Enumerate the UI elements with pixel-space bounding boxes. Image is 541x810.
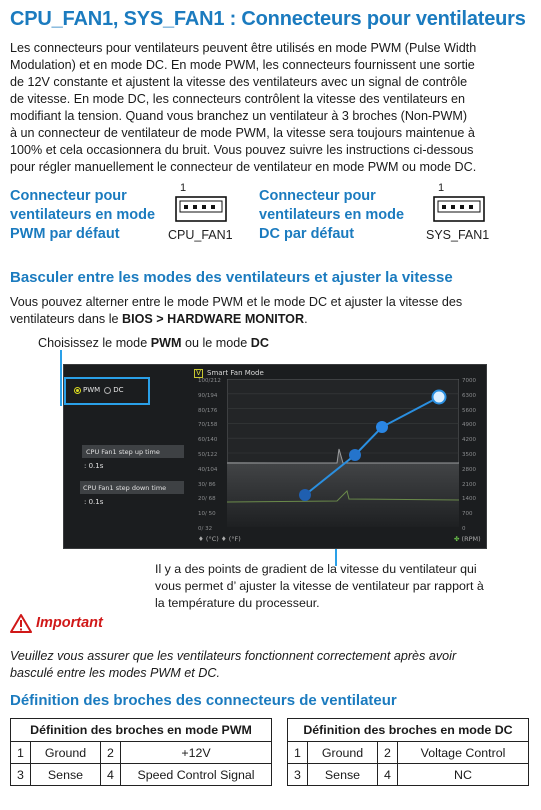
connector-label-line: ventilateurs en mode xyxy=(259,207,405,223)
pin-signal: Sense xyxy=(308,764,378,786)
switch-mode-heading: Basculer entre les modes des ventilateurs et ajuster la vitesse xyxy=(10,269,453,286)
intro-line: 100% et cela occasionnera du bruit. Vous pouvez suivre les instructions ci-dessous xyxy=(10,143,474,157)
switch-mode-line xyxy=(10,311,533,328)
scale-tick-label: 100/212 xyxy=(198,378,221,384)
connector-label-line: Connecteur pour xyxy=(259,188,376,204)
scale-tick-label: 80/176 xyxy=(198,407,218,414)
dc-connector-label xyxy=(259,187,404,244)
intro-line: de vitesse. En mode DC, les connecteurs contrôlent la vitesse des ventilateurs en xyxy=(10,92,466,106)
dc-option-label: DC xyxy=(113,386,124,394)
scale-tick-label: 1400 xyxy=(462,496,476,503)
thermometer-icon: ♦ xyxy=(220,535,227,543)
scale-tick-label: 4900 xyxy=(462,422,476,429)
fahrenheit-label: (°F) xyxy=(228,535,241,543)
pin-number: 2 xyxy=(101,742,121,764)
scale-tick-label: 2800 xyxy=(462,466,476,473)
step-down-time-value: : 0.1s xyxy=(84,498,104,506)
intro-line: Les connecteurs pour ventilateurs peuvent être utilisés en mode PWM (Pulse Width xyxy=(10,41,477,55)
pin-signal: Sense xyxy=(31,764,101,786)
pin-one-marker: 1 xyxy=(438,182,445,194)
scale-tick-label: 6300 xyxy=(462,392,476,399)
important-label: Important xyxy=(36,615,103,631)
pin-number: 1 xyxy=(11,742,31,764)
intro-line: Modulation) et en mode DC. En mode PWM, les connecteurs fournissent une sortie xyxy=(10,58,475,72)
dc-word: DC xyxy=(250,336,269,350)
pin-one-marker: 1 xyxy=(180,182,187,194)
scale-tick-label: 30/ 86 xyxy=(198,481,216,488)
connector-label-line: Connecteur pour xyxy=(10,188,127,204)
step-down-time-field[interactable]: CPU Fan1 step down time xyxy=(80,481,184,494)
rpm-scale xyxy=(462,378,487,541)
rpm-unit xyxy=(454,535,481,543)
pin-signal: NC xyxy=(398,764,529,786)
intro-line: de 12V constante et ajustent la vitesse des ventilateurs avec un signal de contrôle xyxy=(10,75,468,89)
bios-path: BIOS > HARDWARE MONITOR xyxy=(122,312,305,326)
smart-fan-mode-label: Smart Fan Mode xyxy=(207,369,264,377)
pwm-word: PWM xyxy=(150,336,182,350)
pin-number: 2 xyxy=(378,742,398,764)
rpm-unit-label: (RPM) xyxy=(461,535,481,543)
smart-fan-checkbox[interactable] xyxy=(194,369,203,378)
warning-icon xyxy=(10,613,32,633)
connector-label-line: ventilateurs en mode xyxy=(10,207,156,223)
fan-connector-icon xyxy=(433,196,485,222)
text-fragment: ou le mode xyxy=(181,336,251,350)
scale-tick-label: 50/122 xyxy=(198,451,218,458)
connector-label-line: PWM par défaut xyxy=(10,226,120,242)
page-title: CPU_FAN1, SYS_FAN1 : Connecteurs pour ventilateurs xyxy=(10,8,526,30)
dc-radio-icon[interactable] xyxy=(104,387,111,394)
pwm-radio-icon[interactable] xyxy=(74,387,81,394)
connector-label-line: DC par défaut xyxy=(259,226,355,242)
fan-icon: ✤ xyxy=(454,535,460,543)
table-header: Définition des broches en mode DC xyxy=(288,719,529,742)
gradient-point-3[interactable] xyxy=(376,421,388,433)
gradient-point-4[interactable] xyxy=(433,391,446,404)
scale-tick-label: 10/ 50 xyxy=(198,511,216,518)
pin-definition-heading: Définition des broches des connecteurs de ventilateur xyxy=(10,692,397,709)
step-up-time-field[interactable]: CPU Fan1 step up time xyxy=(82,445,184,458)
intro-line: à un connecteur de ventilateur de mode PWM, la vitesse sera toujours maintenue à xyxy=(10,126,475,140)
note-line: basculé entre les modes PWM et DC. xyxy=(10,666,220,680)
text-fragment: Choisissez le mode xyxy=(38,336,151,350)
text-fragment: ventilateurs dans le xyxy=(10,312,123,326)
scale-tick-label: 40/104 xyxy=(198,466,218,473)
note-line: Veuillez vous assurer que les ventilateurs fonctionnent correctement après avoir xyxy=(10,649,457,663)
scale-tick-label: 3500 xyxy=(462,451,476,458)
dc-pin-table xyxy=(287,718,529,786)
important-note xyxy=(10,648,530,682)
pwm-option-label: PWM xyxy=(83,386,101,394)
pin-number: 3 xyxy=(288,764,308,786)
callout-line: vous permet d’ ajuster la vitesse de ventilateur par rapport à xyxy=(155,579,484,593)
table-row xyxy=(288,742,529,764)
pin-signal: Ground xyxy=(31,742,101,764)
scale-tick-label: 2100 xyxy=(462,481,476,488)
table-row xyxy=(11,742,272,764)
pin-number: 3 xyxy=(11,764,31,786)
scale-tick-label: 0 xyxy=(462,525,466,532)
pin-signal: Voltage Control xyxy=(398,742,529,764)
table-row xyxy=(288,764,529,786)
pin-signal: +12V xyxy=(121,742,272,764)
gradient-point-2[interactable] xyxy=(349,449,361,461)
gradient-point-callout xyxy=(155,561,525,612)
celsius-label: (°C) xyxy=(205,535,219,543)
scale-tick-label: 90/194 xyxy=(198,392,218,399)
intro-line: modifiant la tension. Quand vous branchez un ventilateur à 3 broches (Non-PWM) xyxy=(10,109,468,123)
fan-mode-selector[interactable] xyxy=(74,386,123,394)
pin-signal: Ground xyxy=(308,742,378,764)
intro-line: pour régler manuellement le connecteur de ventilateur en mode PWM ou mode DC. xyxy=(10,160,477,174)
intro-paragraph xyxy=(10,40,533,176)
connector-name: CPU_FAN1 xyxy=(168,228,233,242)
callout-line: Il y a des points de gradient de la vitesse du ventilateur qui xyxy=(155,562,477,576)
gradient-point-1[interactable] xyxy=(299,489,311,501)
scale-tick-label: 700 xyxy=(462,511,473,518)
switch-mode-line: Vous pouvez alterner entre le mode PWM et le mode DC et ajuster la vitesse des xyxy=(10,295,463,309)
fan-connector-icon xyxy=(175,196,227,222)
step-up-time-value: : 0.1s xyxy=(84,462,104,470)
scale-tick-label: 60/140 xyxy=(198,437,218,444)
table-row xyxy=(11,764,272,786)
scale-tick-label: 5600 xyxy=(462,407,476,414)
fan-curve-graph[interactable] xyxy=(227,379,459,527)
checkbox-mark: V xyxy=(196,369,201,377)
thermometer-icon: ♦ xyxy=(198,535,204,543)
temperature-scale xyxy=(198,378,226,541)
scale-tick-label: 4200 xyxy=(462,437,476,444)
scale-tick-label: 7000 xyxy=(462,378,476,384)
pin-number: 1 xyxy=(288,742,308,764)
scale-tick-label: 20/ 68 xyxy=(198,496,216,503)
pin-number: 4 xyxy=(101,764,121,786)
connector-name: SYS_FAN1 xyxy=(426,228,490,242)
pin-number: 4 xyxy=(378,764,398,786)
pin-signal: Speed Control Signal xyxy=(121,764,272,786)
scale-tick-label: 0/ 32 xyxy=(198,525,213,532)
switch-mode-text xyxy=(10,294,533,328)
unit-toggle[interactable] xyxy=(198,535,241,543)
scale-tick-label: 70/158 xyxy=(198,422,218,429)
table-header: Définition des broches en mode PWM xyxy=(11,719,272,742)
callout-line: la température du processeur. xyxy=(155,596,320,610)
pwm-pin-table xyxy=(10,718,272,786)
text-fragment: . xyxy=(304,312,308,326)
pwm-connector-label xyxy=(10,187,155,244)
bios-smart-fan-screenshot xyxy=(63,364,487,549)
